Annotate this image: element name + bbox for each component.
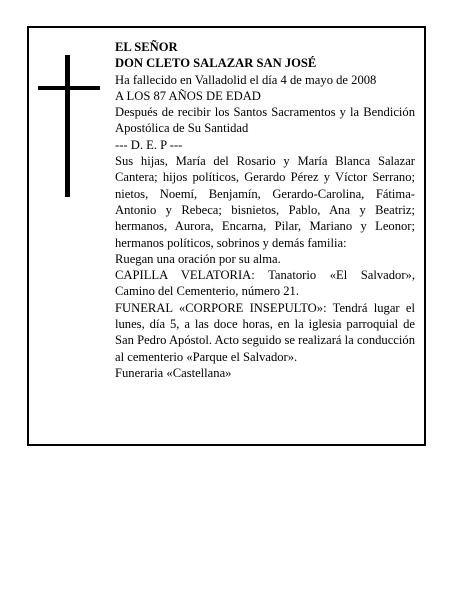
death-announcement: Ha fallecido en Valladolid el día 4 de mayo de 2008 — [115, 72, 377, 87]
cross-icon — [38, 55, 100, 197]
deceased-name: DON CLETO SALAZAR SAN JOSÉ — [115, 56, 317, 71]
funeral-home-line: Funeraria «Castellana» — [115, 365, 232, 380]
sacraments-line: Después de recibir los Santos Sacramentos y la Bendición Apostólica de Su Santidad — [115, 105, 415, 136]
age-line: A LOS 87 AÑOS DE EDAD — [115, 88, 261, 103]
family-paragraph: Sus hijas, María del Rosario y María Blanca Salazar Cantera; hijos políticos, Gerardo Pérez y Víctor Serrano; nietos, Noemí, Benjamín, Gerardo-Carolina, Fátima-Antonio y Rebeca; bisnietos, Pablo, Ana y Beatriz; hermanos, Aurora, Encarna, Pilar, Mariano y Leonor; hermanos políticos, sobrinos y demás familia: — [115, 154, 415, 250]
prayer-line: Ruegan una oración por su alma. — [115, 251, 281, 266]
title-line: EL SEÑOR — [115, 40, 178, 54]
dep-line: --- D. E. P --- — [115, 137, 183, 152]
obituary-text — [115, 39, 415, 381]
cross-horizontal-bar — [38, 86, 100, 90]
cross-vertical-bar — [65, 55, 70, 197]
chapel-paragraph: CAPILLA VELATORIA: Tanatorio «El Salvador», Camino del Cementerio, número 21. — [115, 268, 415, 299]
funeral-paragraph: FUNERAL «CORPORE INSEPULTO»: Tendrá lugar el lunes, día 5, a las doce horas, en la iglesia parroquial de San Pedro Apóstol. Acto seguido se realizará la conducción al cementerio «Parque el Salvador». — [115, 300, 415, 364]
